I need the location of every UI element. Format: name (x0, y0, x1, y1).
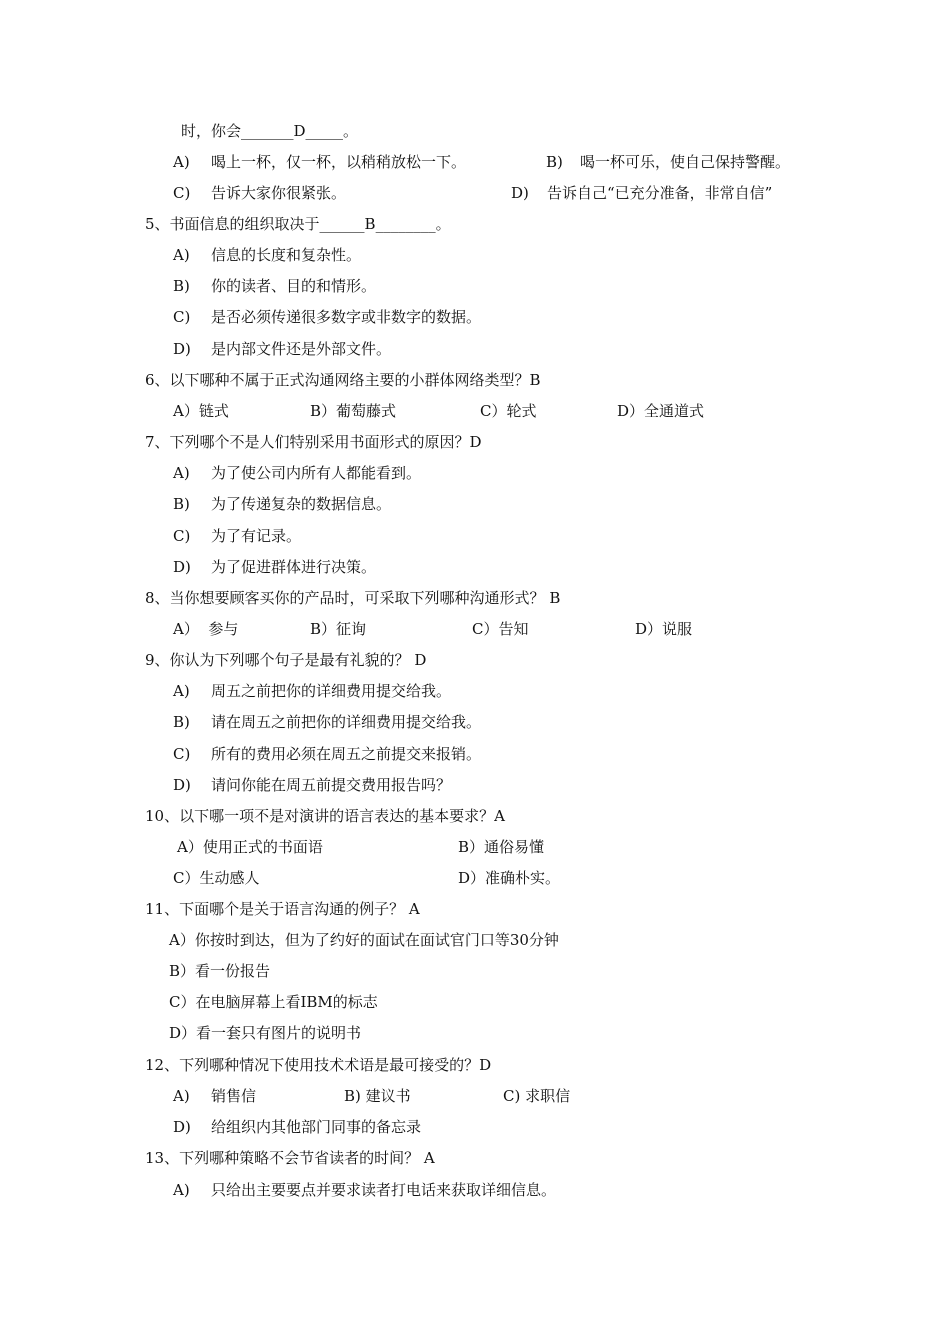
q12-option-c: C) 求职信 (503, 1087, 571, 1105)
option-label: C) (173, 308, 191, 326)
q9-option-a (173, 681, 451, 701)
q10-stem: 10、以下哪一项不是对演讲的语言表达的基本要求？A (145, 807, 505, 825)
option-text: 是内部文件还是外部文件。 (211, 340, 392, 358)
q4-option-b (546, 152, 790, 172)
q13-stem: 13、下列哪种策略不会节省读者的时间？ A (145, 1149, 435, 1167)
option-label: B) (173, 495, 190, 513)
option-text: 为了传递复杂的数据信息。 (211, 495, 392, 513)
option-text: 为了促进群体进行决策。 (211, 558, 377, 576)
option-label: C) (173, 184, 191, 202)
q5-option-a (173, 245, 361, 265)
q11-option-d: D）看一套只有图片的说明书 (169, 1024, 362, 1042)
q7-option-a (173, 463, 421, 483)
q5-option-c (173, 307, 481, 327)
q5-option-b (173, 276, 376, 296)
q11-option-b: B）看一份报告 (169, 962, 271, 980)
q7-option-c (173, 526, 301, 546)
option-text: 喝上一杯，仅一杯，以稍稍放松一下。 (211, 153, 467, 171)
q12-stem: 12、下列哪种情况下使用技术术语是最可接受的？D (145, 1056, 492, 1074)
q4-option-c (173, 183, 346, 203)
option-label: C) (173, 527, 191, 545)
q13-option-a (173, 1180, 556, 1200)
option-label: A) (173, 1181, 190, 1199)
q6-option-a: A）链式 (173, 402, 229, 420)
q12-option-b: B) 建议书 (344, 1087, 411, 1105)
option-text: 所有的费用必须在周五之前提交来报销。 (211, 745, 482, 763)
q10-option-c: C）生动感人 (173, 869, 260, 887)
option-label: D) (511, 184, 529, 202)
q9-option-d (173, 775, 451, 795)
option-label: A) (173, 246, 190, 264)
option-label: D) (173, 1118, 191, 1136)
q9-stem: 9、你认为下列哪个句子是最有礼貌的？ D (145, 651, 427, 669)
q8-stem: 8、当你想要顾客买你的产品时，可采取下列哪种沟通形式？ B (145, 589, 561, 607)
option-label: A) (173, 682, 190, 700)
q7-option-d (173, 557, 376, 577)
option-label: B) (173, 277, 190, 295)
option-label: A) (173, 464, 190, 482)
option-label: B) (173, 713, 190, 731)
q8-option-d: D）说服 (635, 620, 693, 638)
q12-option-a (173, 1086, 256, 1106)
option-text: 请在周五之前把你的详细费用提交给我。 (211, 713, 482, 731)
q6-option-d: D）全通道式 (617, 402, 705, 420)
q7-option-b (173, 494, 391, 514)
option-text: 喝一杯可乐，使自己保持警醒。 (580, 153, 791, 171)
q6-option-b: B）葡萄藤式 (310, 402, 397, 420)
q11-option-a: A）你按时到达，但为了约好的面试在面试官门口等30分钟 (169, 931, 559, 949)
q8-option-c: C）告知 (472, 620, 529, 638)
q11-option-c: C）在电脑屏幕上看IBM的标志 (169, 993, 378, 1011)
q10-option-b: B）通俗易懂 (458, 838, 545, 856)
option-text: 周五之前把你的详细费用提交给我。 (211, 682, 452, 700)
option-label: D) (173, 340, 191, 358)
option-text: 告诉自己“已充分准备，非常自信” (547, 184, 773, 202)
q6-stem: 6、以下哪种不属于正式沟通网络主要的小群体网络类型？B (145, 371, 541, 389)
option-text: 信息的长度和复杂性。 (211, 246, 362, 264)
option-label: A) (173, 1087, 190, 1105)
q9-option-c (173, 744, 481, 764)
q4-option-a (173, 152, 466, 172)
q4-stem-tail: 时，你会_______D_____。 (181, 122, 359, 140)
option-label: D) (173, 776, 191, 794)
q8-option-b: B）征询 (310, 620, 367, 638)
option-text: 为了使公司内所有人都能看到。 (211, 464, 422, 482)
option-text: 你的读者、目的和情形。 (211, 277, 377, 295)
q9-option-b (173, 712, 481, 732)
option-label: C) (173, 745, 191, 763)
option-text: 请问你能在周五前提交费用报告吗？ (211, 776, 452, 794)
q10-option-a: A）使用正式的书面语 (177, 838, 323, 856)
option-label: A) (173, 153, 190, 171)
q6-option-c: C）轮式 (480, 402, 537, 420)
q7-stem: 7、下列哪个不是人们特别采用书面形式的原因？D (145, 433, 482, 451)
q8-option-a: A） 参与 (173, 620, 239, 638)
q4-option-d (511, 183, 772, 203)
option-text: 给组织内其他部门同事的备忘录 (211, 1118, 422, 1136)
option-text: 只给出主要要点并要求读者打电话来获取详细信息。 (211, 1181, 557, 1199)
option-text: 为了有记录。 (211, 527, 302, 545)
q12-option-d (173, 1117, 421, 1137)
option-text: 销售信 (211, 1087, 257, 1105)
q11-stem: 11、下面哪个是关于语言沟通的例子？ A (145, 900, 420, 918)
option-text: 告诉大家你很紧张。 (211, 184, 347, 202)
q5-option-d (173, 339, 391, 359)
option-label: B) (546, 153, 563, 171)
option-label: D) (173, 558, 191, 576)
q10-option-d: D）准确朴实。 (458, 869, 561, 887)
q5-stem: 5、书面信息的组织取决于______B________。 (145, 215, 451, 233)
option-text: 是否必须传递很多数字或非数字的数据。 (211, 308, 482, 326)
